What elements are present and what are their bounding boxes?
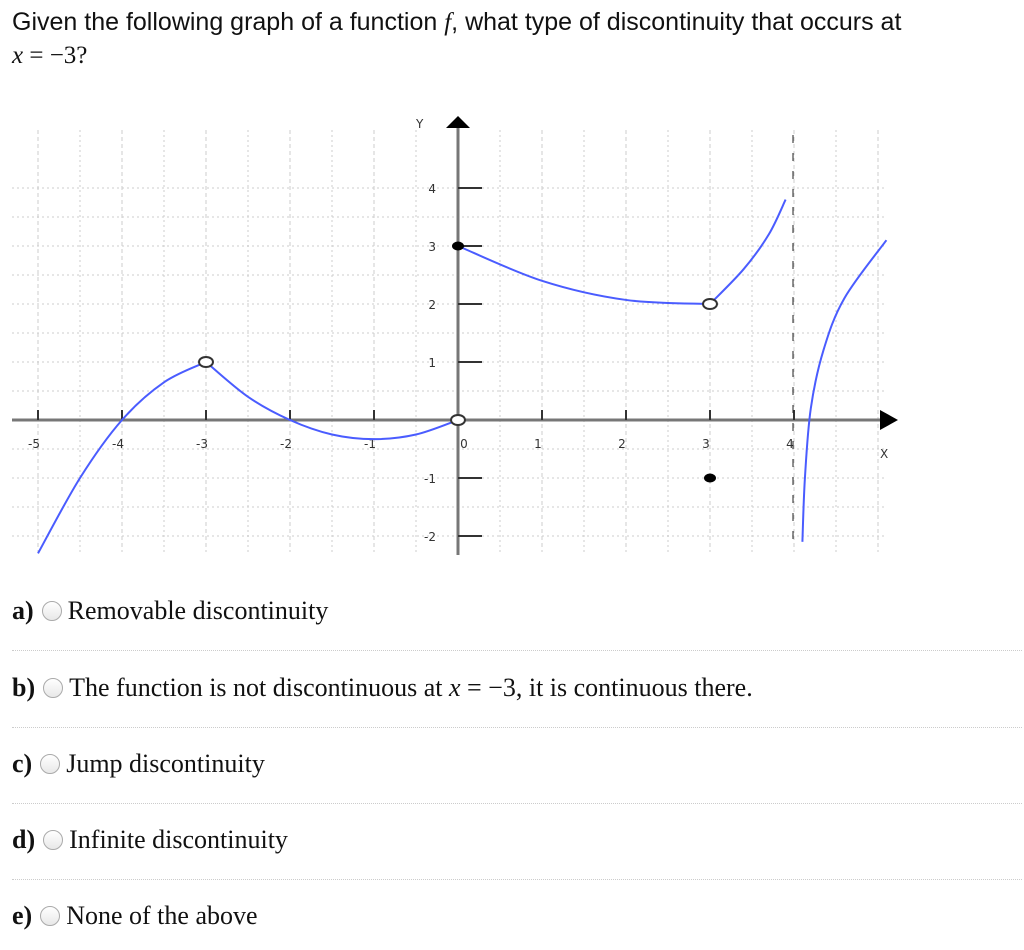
x-tick-label: 3: [702, 437, 710, 451]
function-curve: [710, 200, 786, 304]
divider: [12, 727, 1022, 728]
function-name: f: [444, 9, 452, 36]
open-point: [703, 299, 717, 309]
option-label: , it is continuous there.: [515, 673, 753, 702]
x-tick-label: -1: [364, 437, 376, 451]
option-e[interactable]: [12, 896, 258, 936]
option-label: None of the above: [66, 901, 258, 930]
option-label: The function is not discontinuous at: [69, 673, 449, 702]
option-letter: c): [12, 749, 33, 778]
option-c[interactable]: [12, 744, 265, 784]
radio-button[interactable]: [40, 754, 60, 774]
option-label: Infinite discontinuity: [69, 825, 288, 854]
option-label: Jump discontinuity: [66, 749, 265, 778]
x-tick-label: -2: [280, 437, 292, 451]
option-letter: e): [12, 901, 33, 930]
math-eq: = −3: [460, 673, 516, 702]
x-tick-label: -4: [112, 437, 124, 451]
radio-button[interactable]: [40, 906, 60, 926]
math-var: x: [448, 673, 461, 702]
x-tick-label: 0: [460, 437, 468, 451]
closed-point: [452, 242, 464, 251]
option-b[interactable]: [12, 668, 753, 708]
open-point: [451, 415, 465, 425]
y-tick-label: -1: [424, 472, 436, 486]
y-tick-label: 3: [428, 240, 436, 254]
divider: [12, 650, 1022, 651]
option-letter: a): [12, 596, 34, 625]
option-a[interactable]: [12, 591, 328, 631]
y-axis-label: Y: [416, 117, 424, 131]
y-tick-label: 1: [428, 356, 436, 370]
x-axis-label: X: [880, 447, 889, 461]
x-axis-arrow: [880, 410, 898, 430]
question-text-part: , what type of discontinuity that occurs at: [451, 8, 902, 36]
y-tick-label: 2: [428, 298, 436, 312]
x-tick-label: 1: [534, 437, 542, 451]
y-tick-label: -2: [424, 530, 436, 544]
math-eq: = −3?: [23, 42, 88, 69]
radio-button[interactable]: [42, 601, 62, 621]
option-letter: d): [12, 825, 36, 854]
closed-point: [704, 474, 716, 483]
radio-button[interactable]: [43, 678, 63, 698]
x-tick-label: 2: [618, 437, 626, 451]
divider: [12, 879, 1022, 880]
option-d[interactable]: [12, 820, 288, 860]
x-tick-label: -3: [196, 437, 208, 451]
option-letter: b): [12, 673, 36, 702]
option-label: Removable discontinuity: [67, 596, 329, 625]
x-tick-label: -5: [28, 437, 40, 451]
open-point: [199, 357, 213, 367]
x-tick-label: 4: [786, 437, 794, 451]
radio-button[interactable]: [43, 830, 63, 850]
question-text-part: Given the following graph of a function: [12, 8, 445, 36]
divider: [12, 803, 1022, 804]
y-tick-label: 4: [428, 182, 436, 196]
y-axis-arrow: [446, 116, 470, 128]
math-var: x: [12, 42, 24, 69]
